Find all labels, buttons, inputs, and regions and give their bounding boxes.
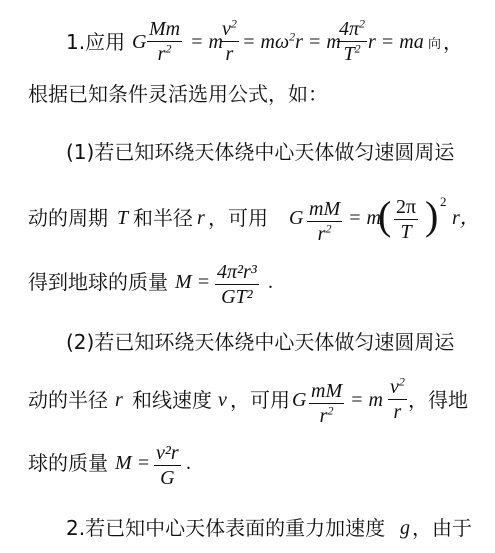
fraction-v2-r: $\frac{v^2}{r}$ bbox=[222, 16, 237, 65]
fraction-2pi-T: $\frac{2\pi}{T}$ bbox=[396, 196, 417, 243]
formula-line-7: 动的半径 r 和线速度 v ，可用 G $\frac{mM}{r^2}$ = m $\frac{v^2}{r}$ ，得地 bbox=[28, 374, 468, 427]
formula-line-1 bbox=[0, 16, 495, 65]
paragraph-line-3: (1)若已知环绕天体绕中心天体做匀速圆周运 bbox=[66, 140, 455, 164]
formula-line-8: 球的质量 M = $\frac{\text{v²r}}{G}$ . bbox=[28, 442, 191, 489]
fraction-4pi2-T2: $\frac{4\pi^2}{T^2}$ bbox=[339, 16, 366, 65]
right-paren: ) bbox=[425, 193, 439, 238]
formula-line-4: 动的周期 T 和半径 r ，可用 G $\frac{mM}{r^2}$ = m ( $\frac{2\pi}{T}$ ) 2 r， bbox=[28, 193, 480, 245]
item-1-prefix: 1.应用 bbox=[66, 30, 126, 54]
eq-3: r = ma bbox=[368, 31, 424, 53]
paragraph-line-2: 根据已知条件灵活选用公式，如： bbox=[28, 82, 328, 106]
eq-2: = $m\omega^2r = m$ bbox=[242, 29, 341, 53]
subscript-xiang: 向 bbox=[428, 37, 442, 52]
paragraph-line-6: (2)若已知环绕天体绕中心天体做匀速圆周运 bbox=[66, 330, 455, 354]
paragraph-line-9: 2.若已知中心天体表面的重力加速度 g ，由于 bbox=[66, 516, 472, 540]
symbol-G: G bbox=[132, 31, 147, 53]
fraction-v2r-G: $\frac{\text{v²r}}{G}$ bbox=[156, 442, 179, 489]
left-paren: ( bbox=[378, 193, 392, 238]
formula-line-5: 得到地球的质量 M = $\frac{\text{4π²r³}}{\text{GT²}}$ . bbox=[28, 261, 273, 308]
fraction-Mm-r2: $\frac{Mm}{r^2}$ bbox=[149, 18, 181, 65]
fraction-mM-r2-b: $\frac{mM}{r^2}$ bbox=[311, 380, 343, 427]
fraction-mM-r2: $\frac{mM}{r^2}$ bbox=[309, 198, 341, 245]
fraction-4pi2r3-GT2: $\frac{\text{4π²r³}}{\text{GT²}}$ bbox=[217, 261, 257, 308]
fraction-v2-r-b: $\frac{v^2}{r}$ bbox=[390, 374, 405, 423]
eq-1: = m bbox=[190, 31, 223, 53]
comma: ， bbox=[443, 30, 463, 54]
